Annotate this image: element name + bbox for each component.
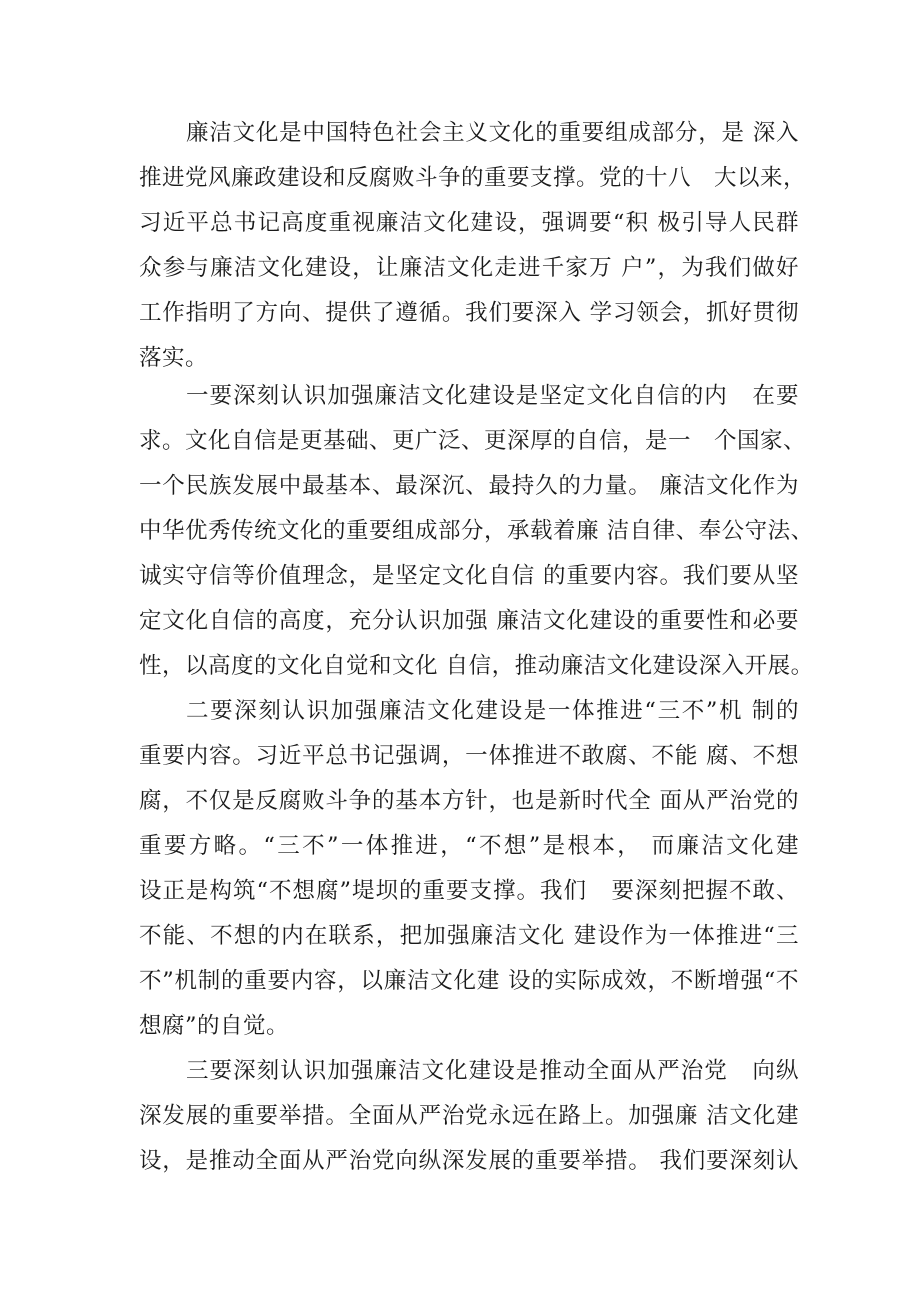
paragraph-4-line: 三要深刻认识加强廉洁文化建设是推动全面从严治党 向纵 bbox=[186, 1058, 799, 1084]
paragraph-1-line: 推进党风廉政建设和反腐败斗争的重要支撑。党的十八 大以来， bbox=[139, 165, 806, 191]
paragraph-2-line: 求。文化自信是更基础、更广泛、更深厚的自信，是一 个国家、 bbox=[139, 428, 806, 454]
paragraph-1-line: 落实。 bbox=[139, 345, 209, 371]
paragraph-3-line: 不”机制的重要内容，以廉洁文化建 设的实际成效，不断增强“不 bbox=[139, 968, 799, 994]
paragraph-3-line: 想腐”的自觉。 bbox=[139, 1013, 290, 1039]
paragraph-3-line: 重要方略。“三不”一体推进，“不想”是根本， 而廉洁文化建 bbox=[139, 833, 799, 859]
paragraph-3-line: 二要深刻认识加强廉洁文化建设是一体推进“三不”机 制的 bbox=[186, 698, 799, 724]
paragraph-3-line: 重要内容。习近平总书记强调，一体推进不敢腐、不能 腐、不想 bbox=[139, 743, 799, 769]
paragraph-2-line: 一要深刻认识加强廉洁文化建设是坚定文化自信的内 在要 bbox=[186, 383, 799, 409]
paragraph-3-line: 腐，不仅是反腐败斗争的基本方针，也是新时代全 面从严治党的 bbox=[139, 788, 799, 814]
paragraph-2-line: 定文化自信的高度，充分认识加强 廉洁文化建设的重要性和必要 bbox=[139, 608, 799, 634]
paragraph-2-line: 一个民族发展中最基本、最深沉、最持久的力量。 廉洁文化作为 bbox=[139, 473, 799, 499]
paragraph-2-line: 性，以高度的文化自觉和文化 自信，推动廉洁文化建设深入开展。 bbox=[139, 653, 814, 679]
paragraph-4-line: 深发展的重要举措。全面从严治党永远在路上。加强廉 洁文化建 bbox=[139, 1103, 799, 1129]
paragraph-4-line: 设，是推动全面从严治党向纵深发展的重要举措。 我们要深刻认 bbox=[139, 1148, 799, 1174]
paragraph-1-line: 廉洁文化是中国特色社会主义文化的重要组成部分，是 深入 bbox=[186, 120, 799, 146]
paragraph-1-line: 工作指明了方向、提供了遵循。我们要深入 学习领会，抓好贯彻 bbox=[139, 300, 799, 326]
paragraph-3-line: 不能、不想的内在联系，把加强廉洁文化 建设作为一体推进“三 bbox=[139, 923, 799, 949]
paragraph-1-line: 习近平总书记高度重视廉洁文化建设，强调要“积 极引导人民群 bbox=[139, 210, 799, 236]
paragraph-2-line: 中华优秀传统文化的重要组成部分，承载着廉 洁自律、奉公守法、 bbox=[139, 518, 814, 544]
paragraph-1-line: 众参与廉洁文化建设，让廉洁文化走进千家万 户”，为我们做好 bbox=[139, 255, 799, 281]
paragraph-2-line: 诚实守信等价值理念，是坚定文化自信 的重要内容。我们要从坚 bbox=[139, 563, 799, 589]
paragraph-3-line: 设正是构筑“不想腐”堤坝的重要支撑。我们 要深刻把握不敢、 bbox=[139, 878, 799, 904]
